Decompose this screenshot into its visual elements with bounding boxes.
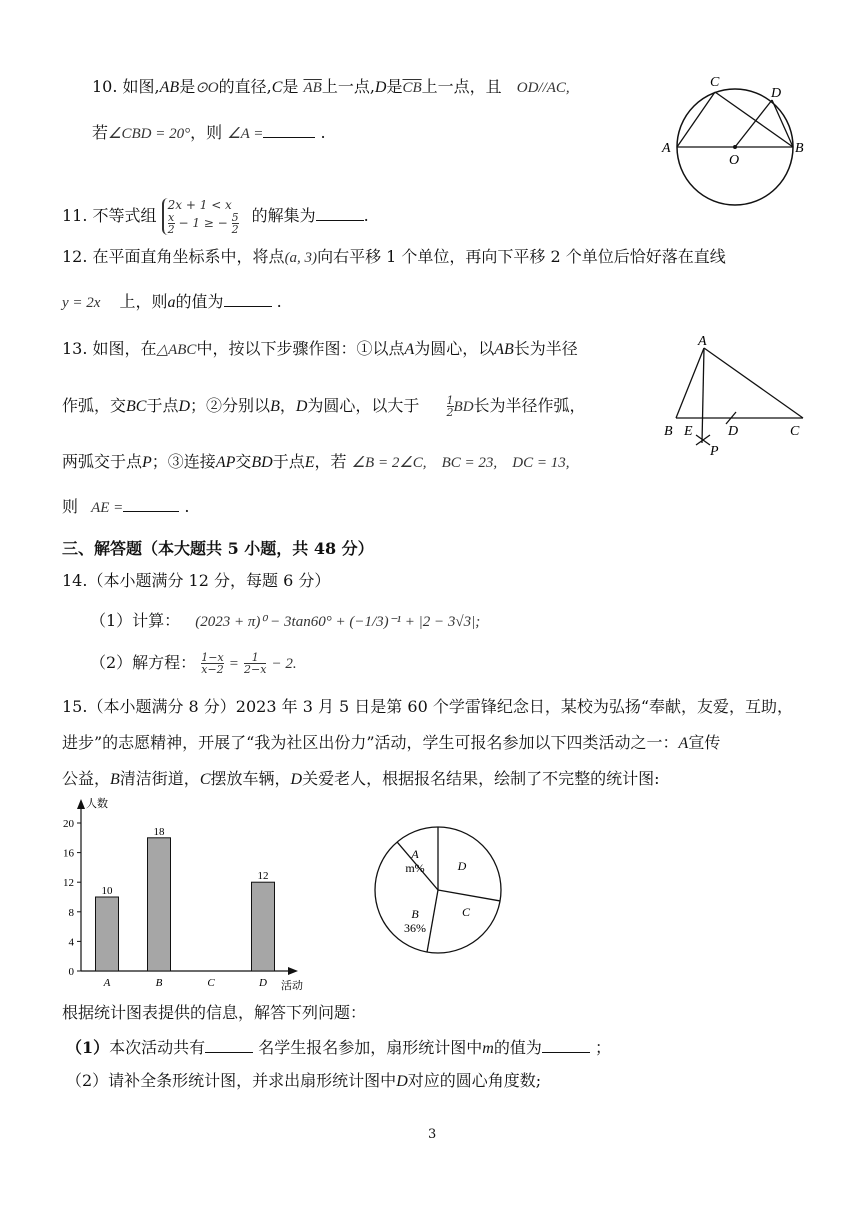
pie-slice-label: A: [411, 847, 419, 861]
y-axis-arrow: [77, 799, 85, 809]
q12-line2: y = 2x 上，则a的值为 .: [62, 292, 282, 311]
label-c: C: [790, 424, 800, 439]
label-d: D: [728, 424, 739, 439]
q15-line2: 进步”的志愿精神，开展了“我为社区出份力”活动，学生可报名参加以下四类活动之一：A宣传: [62, 733, 721, 752]
label-p: P: [710, 444, 719, 459]
arc-cb: $\overline{CB}$: [402, 80, 422, 96]
answer-blank: [263, 121, 315, 138]
x-tick-label: B: [155, 977, 163, 989]
q15-sub2: （2）请补全条形统计图，并求出扇形统计图中D对应的圆心角度数;: [66, 1071, 542, 1090]
q14-part2: （2）解方程： $\frac{1-x}{x-2}$ = $\frac{1}{2-x}$ − 2.: [90, 651, 297, 676]
q14-part1: （1）计算： (2023 + π)⁰ − 3tan60° + (−1/3)⁻¹ + |2 − 3√3|;: [90, 611, 481, 630]
q15-after: 根据统计图表提供的信息，解答下列问题：: [62, 1003, 367, 1022]
pie-slice-percent: 36%: [404, 921, 426, 935]
x-axis-arrow: [288, 967, 298, 975]
pie-divider: [438, 890, 500, 901]
label-o: O: [729, 153, 740, 168]
chord-ac: [677, 92, 715, 147]
q14-head: 14.（本小题满分 12 分，每题 6 分）: [62, 571, 331, 590]
y-tick-label: 8: [68, 906, 74, 919]
center-dot: [733, 145, 737, 149]
data-label: 12: [257, 870, 269, 883]
pie-slice-percent: m%: [405, 861, 425, 875]
q11-line: 11. 不等式组 2x + 1 < x $\frac{x}{2}$ − 1 ≥ − $\frac{5}{2}$ 的解集为 .: [62, 198, 369, 236]
x-tick-label: D: [259, 977, 267, 989]
x-tick-label: C: [207, 977, 215, 989]
label-b: B: [795, 141, 804, 156]
answer-blank: [123, 495, 179, 512]
bar: [148, 838, 171, 971]
segment-od: [735, 100, 772, 147]
answer-blank: [224, 290, 272, 307]
page-number: 3: [428, 1127, 437, 1142]
label-a: A: [662, 141, 671, 156]
q15-line3: 公益，B清洁街道，C摆放车辆，D关爱老人，根据报名结果，绘制了不完整的统计图:: [62, 769, 660, 788]
q15-sub1: （1）本次活动共有 名学生报名参加，扇形统计图中m的值为 ；: [66, 1038, 611, 1057]
data-label: 18: [153, 825, 165, 838]
label-c: C: [710, 75, 720, 90]
q13-line4: 则 AE = .: [62, 497, 190, 516]
side-ab: [676, 348, 704, 418]
circle-figure: [660, 70, 810, 210]
q10-line1: 10. 如图,AB是⊙O的直径,C是 $\overline{AB}$上一点,D是$\overline{CB}$上一点，且 OD//AC,: [92, 77, 570, 96]
bar: [96, 897, 119, 971]
pie-slice-label: D: [457, 859, 467, 873]
section-heading: 三、解答题（本大题共 5 小题，共 48 分）: [62, 539, 374, 558]
label-b: B: [664, 424, 673, 439]
arc-ab: $\overline{AB}$: [303, 80, 322, 96]
q13-line2: 作弧，交BC于点D；②分别以B，D为圆心，以大于 $\frac{1}{2}$ BD长为半径作弧，: [62, 394, 586, 419]
y-tick-label: 12: [63, 877, 74, 890]
label-d: D: [771, 86, 782, 101]
q12-line1: 12. 在平面直角坐标系中，将点(a, 3)向右平移 1 个单位，再向下平移 2 个单位后恰好落在直线: [62, 247, 726, 266]
q10-line2: 若∠CBD = 20°，则 ∠A = .: [92, 123, 326, 142]
y-tick-label: 4: [68, 936, 74, 949]
x-axis-label: 活动: [281, 980, 303, 992]
x-tick-label: A: [103, 977, 111, 989]
y-tick-label: 20: [63, 818, 74, 830]
inequality-system: 2x + 1 < x $\frac{x}{2}$ − 1 ≥ − $\frac{5}{2}$: [162, 198, 239, 235]
y-tick-label: 0: [68, 966, 74, 978]
answer-blank: [205, 1036, 253, 1053]
bar: [252, 882, 275, 971]
segment-ap: [702, 348, 704, 443]
data-label: 10: [101, 885, 113, 897]
pie-slice-label: B: [411, 907, 419, 921]
label-a: A: [698, 334, 707, 349]
y-axis-label: 人数: [86, 798, 108, 810]
answer-blank: [316, 204, 364, 221]
triangle-figure: [660, 333, 820, 463]
circle-o-symbol: ⊙O: [195, 80, 219, 96]
q15-line1: 15.（本小题满分 8 分）2023 年 3 月 5 日是第 60 个学雷锋纪念日，某校为弘扬“奉献，友爱，互助，: [62, 697, 794, 716]
answer-blank: [542, 1036, 590, 1053]
label-e: E: [684, 424, 693, 439]
q13-line3: 两弧交于点P；③连接AP交BD于点E，若 ∠B = 2∠C, BC = 23, DC = 13,: [62, 452, 570, 471]
pie-chart: [370, 810, 510, 970]
pie-slice-label: C: [461, 905, 471, 919]
y-tick-label: 16: [63, 847, 74, 860]
q13-line1: 13. 如图，在△ABC中，按以下步骤作图：①以点A为圆心，以AB长为半径: [62, 339, 578, 358]
bar-chart: [55, 795, 315, 995]
side-ac: [704, 348, 803, 418]
pie-divider: [427, 890, 438, 952]
